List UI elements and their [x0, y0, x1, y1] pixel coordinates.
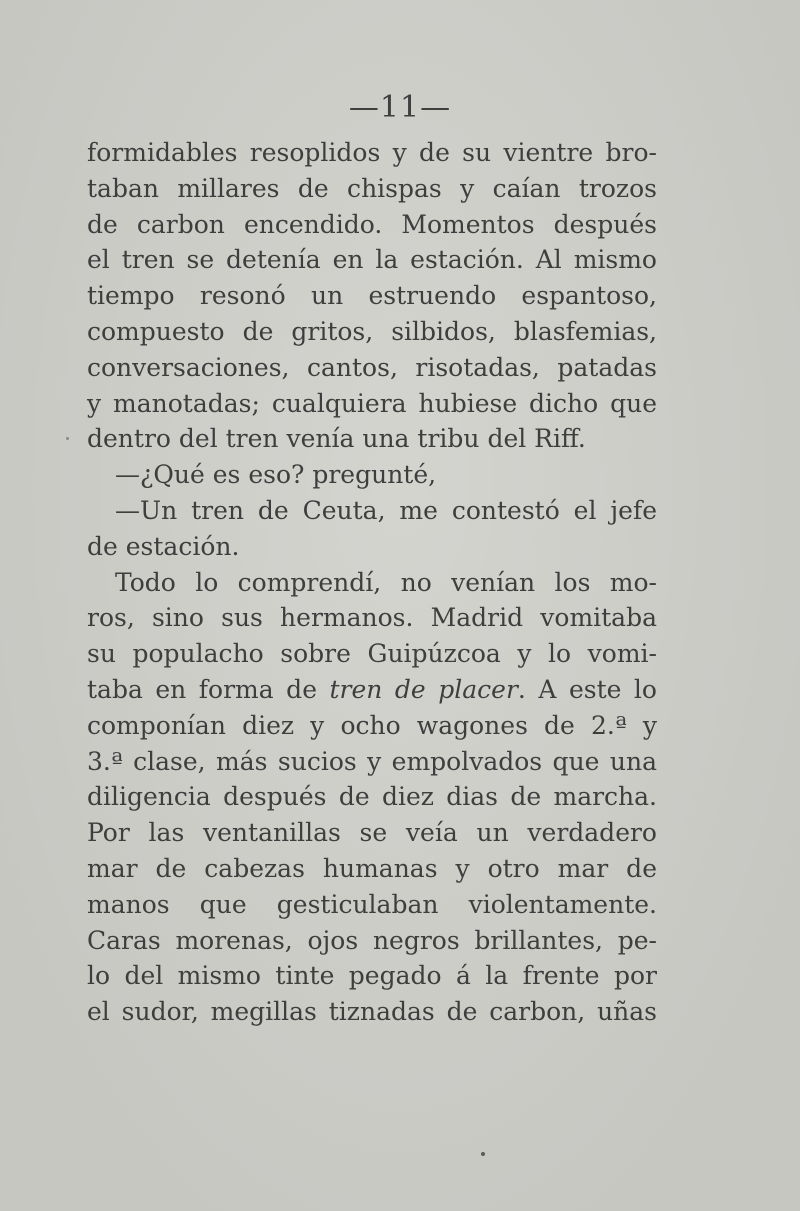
text-line: —¿Qué es eso? pregunté, — [115, 460, 437, 490]
text-line: su populacho sobre Guipúzcoa y lo vomi- — [87, 639, 657, 669]
text-line — [87, 672, 657, 708]
text-line: el sudor, megillas tiznadas de carbon, uñas — [87, 997, 657, 1027]
text-segment: taba en forma de — [87, 674, 330, 704]
text-line: de estación. — [87, 531, 240, 561]
body-text — [87, 135, 657, 1030]
text-line: —Un tren de Ceuta, me contestó el jefe — [115, 495, 657, 525]
ink-speck — [66, 437, 69, 440]
text-line: el tren se detenía en la estación. Al mismo — [87, 245, 657, 275]
ink-speck — [481, 1152, 485, 1156]
text-line: 3.ª clase, más sucios y empolvados que una — [87, 746, 657, 776]
italic-phrase: tren de placer — [329, 674, 518, 704]
text-line: ros, sino sus hermanos. Madrid vomitaba — [87, 603, 657, 633]
text-segment: . A este lo — [517, 674, 657, 704]
page-number: —11— — [348, 90, 452, 125]
text-line: Todo lo comprendí, no venían los mo- — [115, 567, 657, 597]
text-line: tiempo resonó un estruendo espantoso, — [87, 281, 657, 311]
text-line: dentro del tren venía una tribu del Riff. — [87, 424, 586, 454]
text-line: conversaciones, cantos, risotadas, patadas — [87, 352, 657, 382]
text-line: lo del mismo tinte pegado á la frente por — [87, 961, 657, 991]
text-line: Por las ventanillas se veía un verdadero — [87, 818, 657, 848]
text-line: formidables resoplidos y de su vientre bro- — [87, 138, 657, 167]
text-line: taban millares de chispas y caían trozos — [87, 173, 657, 203]
text-line: y manotadas; cualquiera hubiese dicho que — [87, 388, 657, 418]
text-line: Caras morenas, ojos negros brillantes, pe- — [87, 925, 657, 955]
text-line: componían diez y ocho wagones de 2.ª y — [87, 710, 657, 740]
text-line: de carbon encendido. Momentos después — [87, 209, 657, 239]
text-line: mar de cabezas humanas y otro mar de — [87, 853, 657, 883]
text-line: diligencia después de diez dias de marcha. — [87, 782, 657, 812]
text-line: compuesto de gritos, silbidos, blasfemias, — [87, 316, 657, 346]
text-line: manos que gesticulaban violentamente. — [87, 889, 657, 919]
